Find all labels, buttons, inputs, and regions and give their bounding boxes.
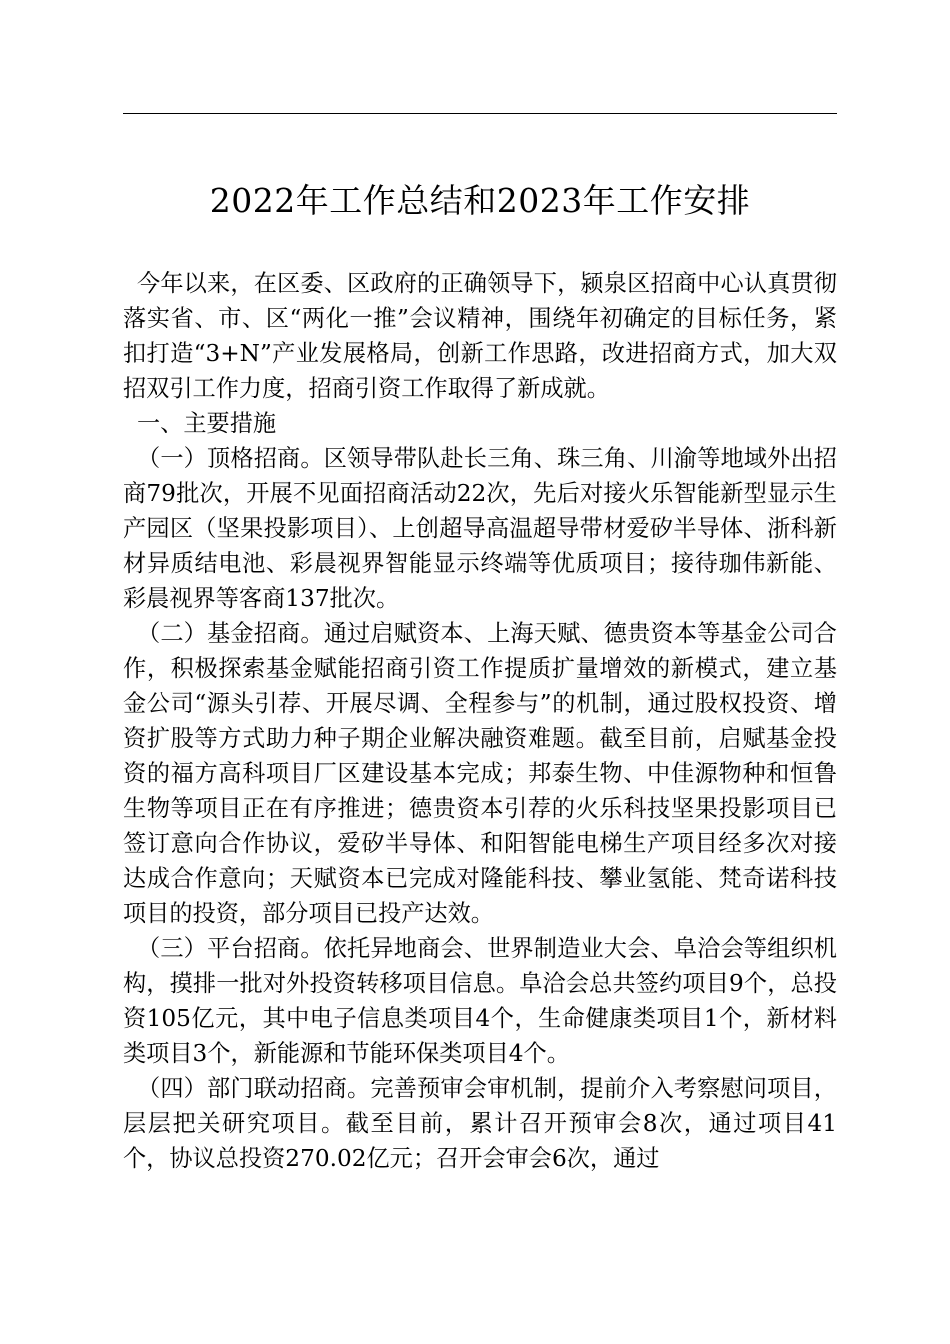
header-rule	[123, 113, 837, 114]
section-heading-main-measures: 一、主要措施	[137, 410, 277, 437]
document-body	[123, 266, 837, 1176]
paragraph-fund-investment: （二）基金招商。通过启赋资本、上海天赋、德贵资本等基金公司合作，积极探索基金赋能招商引资工作提质扩量增效的新模式，建立基金公司“源头引荐、开展尽调、全程参与”的机制，通过股权投资、增资扩股等方式助力种子期企业解决融资难题。截至目前，启赋基金投资的福方高科项目厂区建设基本完成；邦泰生物、中佳源物种和恒鲁生物等项目正在有序推进；德贵资本引荐的火乐科技坚果投影项目已签订意向合作协议，爱矽半导体、和阳智能电梯生产项目经多次对接达成合作意向；天赋资本已完成对隆能科技、攀业氢能、梵奇诺科技项目的投资，部分项目已投产达效。	[123, 620, 837, 927]
intro-paragraph: 今年以来，在区委、区政府的正确领导下，颍泉区招商中心认真贯彻落实省、市、区“两化一推”会议精神，围绕年初确定的目标任务，紧扣打造“3+N”产业发展格局，创新工作思路，改进招商方式，加大双招双引工作力度，招商引资工作取得了新成就。	[123, 270, 837, 402]
paragraph-platform-investment: （三）平台招商。依托异地商会、世界制造业大会、阜洽会等组织机构，摸排一批对外投资转移项目信息。阜洽会总共签约项目9个，总投资105亿元，其中电子信息类项目4个，生命健康类项目1个，新材料类项目3个，新能源和节能环保类项目4个。	[123, 935, 837, 1067]
paragraph-department-linkage: （四）部门联动招商。完善预审会审机制，提前介入考察慰问项目，层层把关研究项目。截至目前，累计召开预审会8次，通过项目41个，协议总投资270.02亿元；召开会审会6次，通过	[123, 1075, 837, 1172]
paragraph-top-level-investment: （一）顶格招商。区领导带队赴长三角、珠三角、川渝等地域外出招商79批次，开展不见面招商活动22次，先后对接火乐智能新型显示生产园区（坚果投影项目）、上创超导高温超导带材爱矽半导体、浙科新材异质结电池、彩晨视界智能显示终端等优质项目；接待珈伟新能、彩晨视界等客商137批次。	[123, 445, 837, 612]
document-title: 2022年工作总结和2023年工作安排	[209, 181, 751, 220]
